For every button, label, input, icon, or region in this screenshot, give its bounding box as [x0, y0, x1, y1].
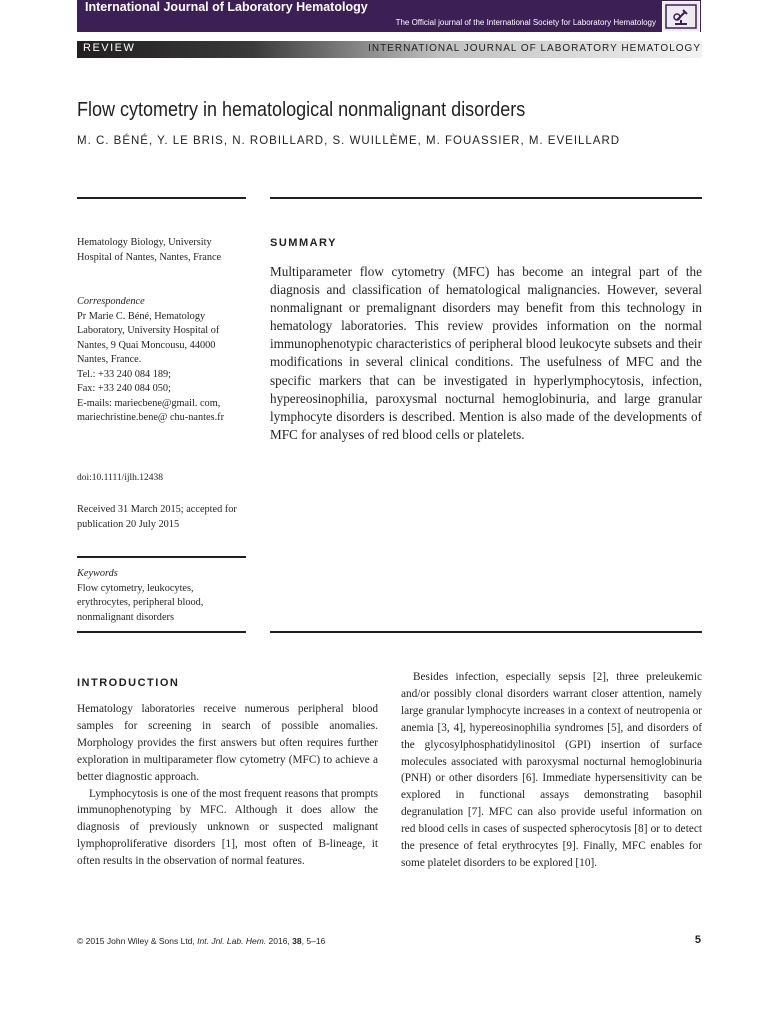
microscope-icon	[663, 2, 699, 31]
copyright: © 2015 John Wiley & Sons Ltd,	[77, 936, 195, 946]
intro-paragraph-3: Besides infection, especially sepsis [2], three preleukemic and/or possibly clonal disorders warrant closer attention, namely large granular lymphocyte increases in a context of neutropenia or anemia [3, 4], hypereosinophilia syndromes [5], and disorders of the glycosylphosphatidylinositol (GPI) insertion of surface molecules associated with paroxysmal nocturnal hemoglobinuria (PNH) or other disorders [6]. Immediate hypersensitivity can be explored in functional assays demonstrating basophil degranulation [7]. MFC can also provide useful information on red blood cells in cases of suspected spherocytosis [8] or to detect the presence of fetal erythrocytes [9]. Finally, MFC enables for some platelet disorders to be explored [10].	[401, 671, 702, 869]
keywords-block	[77, 567, 245, 625]
page-range: , 5–16	[301, 936, 326, 946]
introduction-heading: INTRODUCTION	[77, 677, 180, 689]
body-column-left	[77, 701, 378, 870]
keywords-list: Flow cytometry, leukocytes, erythrocytes, peripheral blood, nonmalignant disorders	[77, 582, 204, 623]
fax: Fax: +33 240 084 050;	[77, 383, 171, 394]
intro-paragraph-1: Hematology laboratories receive numerous peripheral blood samples for screening in search of possible anomalies. Morphology provides the first answers but often requires further exploration in multiparameter flow cytometry (MFC) to achieve a better diagnostic approach.	[77, 703, 378, 783]
journal-abbrev: Int. Jnl. Lab. Hem.	[197, 936, 267, 946]
doi: doi:10.1111/ijlh.12438	[77, 473, 164, 483]
journal-subtitle: The Official journal of the International Society for Laboratory Hematology	[395, 18, 656, 27]
intro-paragraph-2: Lymphocytosis is one of the most frequent reasons that prompts immunophenotyping by MFC. Although it does allow the diagnosis of previously unknown or suspected malignant lymphoproliferative disorders [1], most often of B-lineage, it often results in the observation of normal features.	[77, 787, 378, 868]
article-authors: M. C. BÉNÉ, Y. LE BRIS, N. ROBILLARD, S. WUILLÈME, M. FOUASSIER, M. EVEILLARD	[77, 135, 621, 147]
telephone: Tel.: +33 240 084 189;	[77, 368, 172, 380]
summary-heading: SUMMARY	[270, 237, 337, 249]
summary-text: Multiparameter flow cytometry (MFC) has become an integral part of the diagnosis and classification of hematological malignancies. However, several nonmalignant or premalignant disorders may benefit from this technology in hematology laboratories. This review provides information on the normal immunophenotypic characteristics of peripheral blood leukocyte subsets and their modifications in several clinical conditions. The usefulness of MFC and the specific markers that can be investigated in hyperlymphocytosis, infection, hypereosinophilia, paroxysmal nocturnal hemoglobinuria, and large granular lymphocyte disorders is described. Mention is also made of the developments of MFC for analyses of red blood cells or platelets.	[270, 264, 702, 442]
year: 2016,	[268, 936, 290, 946]
article-title: Flow cytometry in hematological nonmalignant disorders	[77, 99, 526, 121]
page-footer	[77, 936, 325, 946]
sidebar-top-rule	[77, 197, 246, 199]
body-column-right	[401, 669, 702, 872]
section-label: REVIEW	[83, 42, 136, 54]
keywords-label: Keywords	[77, 568, 118, 579]
volume: 38	[292, 936, 302, 946]
correspondence-block	[77, 295, 245, 426]
correspondence-address: Pr Marie C. Béné, Hematology Laboratory, University Hospital of Nantes, 9 Quai Moncousu, 44000 Nantes, France.	[77, 310, 220, 365]
journal-title: International Journal of Laboratory Hematology	[85, 0, 368, 14]
received-dates: Received 31 March 2015; accepted for publication 20 July 2015	[77, 504, 237, 530]
summary-top-rule	[270, 197, 702, 199]
page-number: 5	[694, 934, 701, 946]
sidebar-keywords-rule	[77, 556, 246, 558]
affiliation: Hematology Biology, University Hospital of Nantes, Nantes, France	[77, 237, 222, 263]
summary-bottom-rule	[270, 631, 702, 633]
running-journal-name: INTERNATIONAL JOURNAL OF LABORATORY HEMATOLOGY	[368, 43, 701, 54]
society-logo	[662, 1, 700, 32]
correspondence-label: Correspondence	[77, 296, 145, 307]
email-addresses: E-mails: mariecbene@gmail. com, mariechristine.bene@ chu-nantes.fr	[77, 397, 224, 423]
sidebar-bottom-rule	[77, 631, 246, 633]
